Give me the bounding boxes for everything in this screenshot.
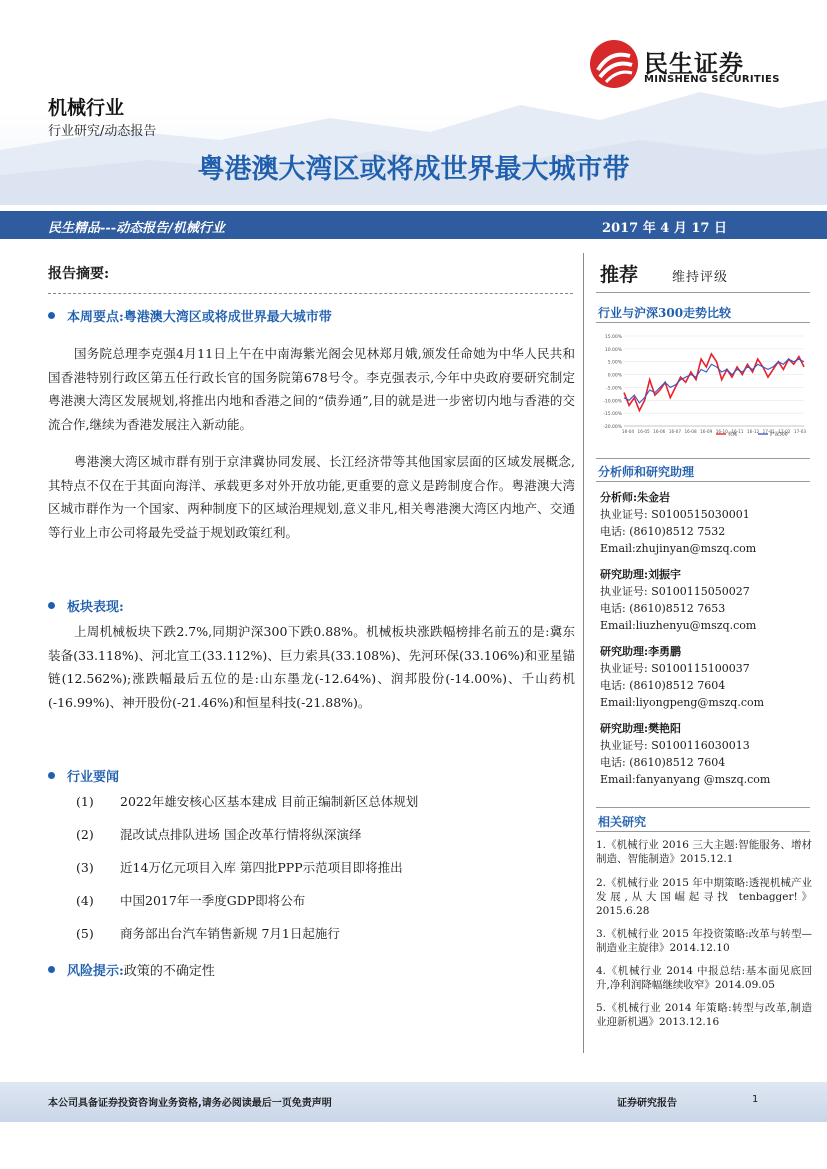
report-title: 粤港澳大湾区或将成世界最大城市带 <box>197 154 630 185</box>
bullet-icon <box>48 602 55 609</box>
chart-x-tick: 16-11 <box>731 429 744 434</box>
logo-english: MINSHENG SECURITIES <box>644 74 780 85</box>
industry-label: 机械行业 <box>48 97 125 119</box>
chart-y-tick: -15.00% <box>603 412 622 418</box>
logo-chinese: 民生证券 <box>644 50 744 78</box>
bullet-icon <box>48 312 55 319</box>
chart-legend-label: 沪深300 <box>770 432 788 438</box>
page-footer <box>0 1082 827 1122</box>
chart-x-tick: 16-09 <box>700 429 713 434</box>
news-item: (1) 2022年雄安核心区基本建成 目前正编制新区总体规划 <box>76 794 419 809</box>
analyst-card: 分析师:朱金岩 执业证号: S0100515030001 电话: (8610)8512 7532 Email:zhujinyan@mszq.com <box>600 491 757 555</box>
chart-x-tick: 16-12 <box>747 429 760 434</box>
chart-y-tick: -5.00% <box>606 386 622 392</box>
bullet-icon <box>48 966 55 973</box>
chart-x-tick: 16-04 <box>621 429 635 434</box>
recommendation: 推荐 <box>600 264 639 286</box>
report-bar <box>0 211 827 239</box>
key-points-paragraph-2: 粤港澳大湾区城市群有别于京津冀协同发展、长江经济带等其他国家层面的区域发展概念,其特点不仅在于其面向海洋、承载更多对外开放功能,更重要的意义是跨制度合作。粤港澳大湾区城市群作为一个国家、两种制度下的区域治理规划,意义非凡,相关粤港澳大湾区内地产、交通等行业上市公司将最先受益于规划政策红利。 <box>48 454 575 540</box>
chart-y-tick: -10.00% <box>603 399 622 405</box>
related-item: 4.《机械行业 2014 中报总结:基本面见底回升,净利润降幅继续收窄》2014.09.05 <box>596 965 812 991</box>
footer-label: 证券研究报告 <box>617 1098 677 1109</box>
chart-x-tick: 16-10 <box>715 429 728 434</box>
analyst-section-title: 分析师和研究助理 <box>598 465 695 479</box>
news-item: (5) 商务部出台汽车销售新规 7月1日起施行 <box>76 926 340 941</box>
logo-mark-icon <box>590 40 638 88</box>
column-divider <box>583 253 584 1053</box>
chart-y-tick: 15.00% <box>604 335 622 340</box>
chart-y-tick: 0.00% <box>607 373 622 379</box>
news-item: (3) 近14万亿元项目入库 第四批PPP示范项目即将推出 <box>76 860 403 875</box>
minsheng-logo <box>590 40 790 96</box>
sidebar-divider <box>596 481 810 482</box>
sidebar-divider <box>596 831 810 832</box>
chart-x-tick: 17-01 <box>762 429 775 434</box>
chart-y-tick: 5.00% <box>607 360 622 366</box>
sidebar-divider <box>596 807 810 808</box>
sidebar-divider <box>596 322 810 323</box>
key-points-paragraph-1: 国务院总理李克强4月11日上午在中南海紫光阁会见林郑月娥,颁发任命她为中华人民共和国香港特别行政区第五任行政长官的国务院第678号令。李克强表示,今年中央政府要研究制定粤港澳大湾区发展规划,将推出内地和香港之间的“债券通”,目的就是进一步密切内地与香港的交流合作,继续为香港发展注入新动能。 <box>48 346 575 432</box>
related-item: 1.《机械行业 2016 三大主题:智能服务、增材制造、智能制造》2015.12.1 <box>596 839 812 865</box>
related-item: 5.《机械行业 2014 年策略:转型与改革,制造业迎新机遇》2013.12.16 <box>596 1002 812 1028</box>
news-item: (4) 中国2017年一季度GDP即将公布 <box>76 893 306 908</box>
section-news-heading: 行业要闻 <box>48 766 119 785</box>
analyst-card: 研究助理:樊艳阳 执业证号: S0100116030013 电话: (8610)8512 7604 Email:fanyanyang @mszq.com <box>600 722 771 786</box>
chart-series-line <box>624 359 804 403</box>
news-item: (2) 混改试点排队进场 国企改革行情将纵深演绎 <box>76 827 362 842</box>
chart-x-tick: 17-03 <box>793 429 807 434</box>
section-key-points-heading: 本周要点:粤港澳大湾区或将成世界最大城市带 <box>48 306 332 325</box>
bar-series-label: 民生精品---动态报告/机械行业 <box>48 221 225 236</box>
related-item: 3.《机械行业 2015 年投资策略:改革与转型—制造业主旋律》2014.12.10 <box>596 928 812 954</box>
report-type: 行业研究/动态报告 <box>48 124 157 139</box>
page-number: 1 <box>752 1094 759 1105</box>
chart-title: 行业与沪深300走势比较 <box>598 306 732 320</box>
risk-text: 政策的不确定性 <box>123 964 215 979</box>
chart-x-tick: 16-05 <box>637 429 650 434</box>
sidebar-divider <box>596 292 810 293</box>
section-risk-heading: 风险提示:政策的不确定性 <box>48 960 215 979</box>
chart-x-tick: 16-06 <box>653 429 666 434</box>
rating: 维持评级 <box>672 270 729 285</box>
trend-chart <box>596 330 810 442</box>
chart-legend-label: 机械 <box>728 432 737 438</box>
chart-x-tick: 17-02 <box>778 429 791 434</box>
chart-x-tick: 16-07 <box>668 429 681 434</box>
abstract-heading: 报告摘要: <box>48 266 110 282</box>
chart-y-tick: 10.00% <box>604 347 622 353</box>
abstract-divider <box>48 293 573 294</box>
footer-disclaimer: 本公司具备证券投资咨询业务资格,请务必阅读最后一页免责声明 <box>48 1098 332 1109</box>
analyst-card: 研究助理:刘振宇 执业证号: S0100115050027 电话: (8610)8512 7653 Email:liuzhenyu@mszq.com <box>600 568 757 632</box>
section-sector-heading: 板块表现: <box>48 596 124 615</box>
sidebar-divider <box>596 458 810 459</box>
chart-x-tick: 16-08 <box>684 429 697 434</box>
chart-y-tick: -20.00% <box>603 425 622 430</box>
bullet-icon <box>48 772 55 779</box>
sector-paragraph: 上周机械板块下跌2.7%,同期沪深300下跌0.88%。机械板块涨跌幅榜排名前五的是:冀东装备(33.118%)、河北宣工(33.112%)、巨力索具(33.108%)、先河环保(33.106%)和亚星锚链(12.562%);涨跌幅最后五位的是:山东墨龙(-12.64%)、润邦股份(-14.00%)、千山药机(-16.99%)、神开股份(-21.46%)和恒星科技(-21.88%)。 <box>48 624 575 710</box>
related-research-title: 相关研究 <box>598 815 647 829</box>
analyst-card: 研究助理:李勇鹏 执业证号: S0100115100037 电话: (8610)8512 7604 Email:liyongpeng@mszq.com <box>600 645 765 709</box>
related-item: 2.《机械行业 2015 年中期策略:透视机械产业发展,从大国崛起寻找 tenbagger!》2015.6.28 <box>596 877 812 917</box>
report-date: 2017 年 4 月 17 日 <box>602 221 727 236</box>
